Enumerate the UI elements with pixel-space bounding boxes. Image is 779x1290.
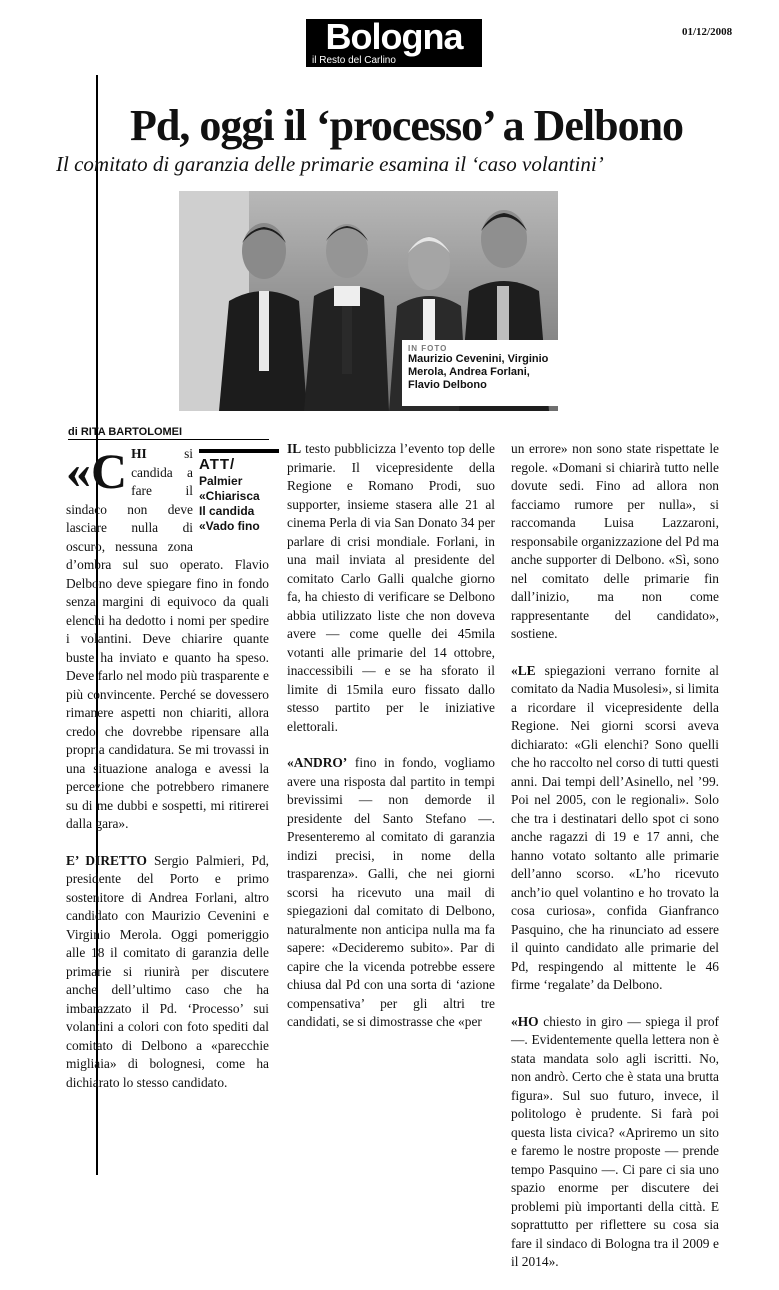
article-column-1 — [66, 445, 269, 1110]
body-text: chiesto in giro — spiega il prof —. Evidentemente quella lettera non è stata mandata solo agli iscritti. No, non andrò. Certo che è stata una brutta figura». Sul suo futuro, invece, il politologo è prudente. Si farà poi questa lista civica? «Apriremo un sito e faremo le nostre proposte — prende tempo Pasquino —. Ci pare ci sia uno spazio enorme per discutere dei problemi più importanti della città. E soprattutto per riflettere su cosa sia fare il sindaco di Bologna tra il 2009 e il 2014». — [511, 1013, 719, 1269]
paragraph — [66, 445, 269, 834]
drop-cap: «C — [66, 443, 128, 499]
body-text: Sergio Palmieri, Pd, presidente del Porto e primo sostenitore di Andrea Forlani, altro candidato con Maurizio Cevenini e Virginio Merola. Oggi pomeriggio alle 18 il comitato di garanzia delle primarie si riunirà per discutere anche dell’ultimo caso che ha imbarazzato il Pd. ‘Processo’ sui volantini a colori con foto spediti dal comitato di Delbono a «parecchie migliaia» di bolognesi, come ha dichiarato lo stesso candidato. — [66, 852, 269, 1090]
caption-tag: IN FOTO — [408, 344, 448, 353]
masthead-logo — [306, 16, 482, 67]
photo-caption: Maurizio Cevenini, Virginio Merola, Andrea Forlani, Flavio Delbono — [408, 353, 549, 391]
inset-line: Il candida — [199, 504, 255, 518]
article-column-2 — [287, 440, 495, 1050]
byline: di RITA BARTOLOMEI — [68, 426, 269, 440]
lead-in: HI — [131, 446, 147, 461]
lead-in: IL — [287, 441, 302, 456]
lead-in: E’ DIRETTO — [66, 852, 147, 868]
body-text: spiegazioni verrano fornite al comitato da Nadia Musolesi», si limita a ricordare il vicepresidente della Regione. Nei giorni scorsi aveva dichiarato: «Gli elenchi? Sono quelli che ho raccolto nel corso di tutti questi anni. Dai tempi dell’Asinello, nel ’99. Poi nel 2005, con le regionali». Solo che tra i destinatari dello spot ci sono anche ragazzi di 19 e 17 anni, che hanno votato soltanto alle primarie dell’anno scorso. «L’ho ricevuto anch’io quel volantino e ho trovato la cosa curiosa», confida Gianfranco Pasquino, che ha rinunciato ad essere il quinto candidato alle primarie del Pd, respingendo al mittente le 46 firme ‘regalate’ da Delbono. — [511, 662, 719, 992]
inset-line: Palmier — [199, 474, 243, 488]
paragraph — [511, 662, 719, 995]
paragraph — [66, 852, 269, 1093]
body-text: testo pubblicizza l’evento top delle primarie. Il vicepresidente della Regione e Romano Prodi, suo supporter, insieme stasera alle 21 al cinema Perla di via San Donato 34 per parlare di crisi mondiale. Forlani, in una mail inviata al presidente del comitato Carlo Galli qualche giorno fa, ha chiesto di verificare se Delbono abbia utilizzato liste che non doveva avere — come quelle dei 45mila votanti alle primarie del 14 ottobre, inaccessibili — e se ha sforato il limite di 15mila euro fissato dallo stesso partito per le iniziative elettorali. — [287, 441, 495, 734]
paragraph — [287, 440, 495, 736]
body-text: si candida a fare il sindaco non deve lasciare nulla di oscuro, nessuna zona d’ombra sul suo operato. Flavio Delbono deve spiegare fino in fondo senza margini di equivoco da quali elenchi ha dedotto i nomi per spedire i volantini. Deve chiarire quante buste ha inviato e quanto ha speso. Deve farlo nel modo più trasparente e più convincente. Perché se dovessero rimanere aspetti non chiariti, allora credo che dovrebbe ripensare alla propria candidatura. Se mi trovassi in una situazione analoga e avessi la percezione che potrebbero rimanere su di me dubbi e sospetti, mi ritirerei dalla gara». — [66, 446, 269, 831]
subheadline: Il comitato di garanzia delle primarie esamina il ‘caso volantini’ — [56, 152, 604, 176]
paragraph — [511, 1013, 719, 1272]
lead-in: «HO — [511, 1013, 539, 1029]
masthead-title: Bologna — [325, 16, 463, 57]
photo-caption-box — [402, 340, 558, 406]
lead-in: «ANDRO’ — [287, 755, 348, 770]
related-article-inset — [199, 449, 279, 543]
headline: Pd, oggi il ‘processo’ a Delbono — [130, 101, 684, 150]
lead-in: «LE — [511, 662, 536, 678]
inset-label: ATT/ — [199, 456, 236, 473]
paragraph — [511, 440, 719, 644]
publication-date: 01/12/2008 — [682, 26, 733, 38]
body-text: un errore» non sono state rispettate le regole. «Domani si chiarirà tutto nelle dovute sedi. Fino ad allora non facciamo rumore per nulla», si raccomanda Luisa Lazzaroni, responsabile organizzazione del Pd ma anche supporter di Delbono. «Sì, sono nel comitato delle primarie fin dall’inizio, ma non come rappresentante del candidato», sostiene. — [511, 441, 719, 641]
paragraph — [287, 754, 495, 1032]
article-column-3 — [511, 440, 719, 1290]
inset-line: «Chiarisca — [199, 489, 260, 503]
body-text: fino in fondo, vogliamo avere una risposta dal partito in tempi brevissimi — non demorde il presidente del Santo Stefano —. Presenteremo al comitato di garanzia indizi precisi, in nome della trasparenza». Galli, che nei giorni scorsi ha ricevuto una mail di spiegazioni dal comitato di Delbono, naturalmente non anticipa nulla ma fa sapere: «Decideremo subito». Par di capire che la vicenda potrebbe essere chiusa dal Pd con una sorta di ‘azione compensativa’ per gli altri tre candidati, se si dimostrasse che «per — [287, 755, 495, 1029]
masthead-subtitle: il Resto del Carlino — [312, 55, 396, 66]
inset-line: «Vado fino — [199, 519, 260, 533]
